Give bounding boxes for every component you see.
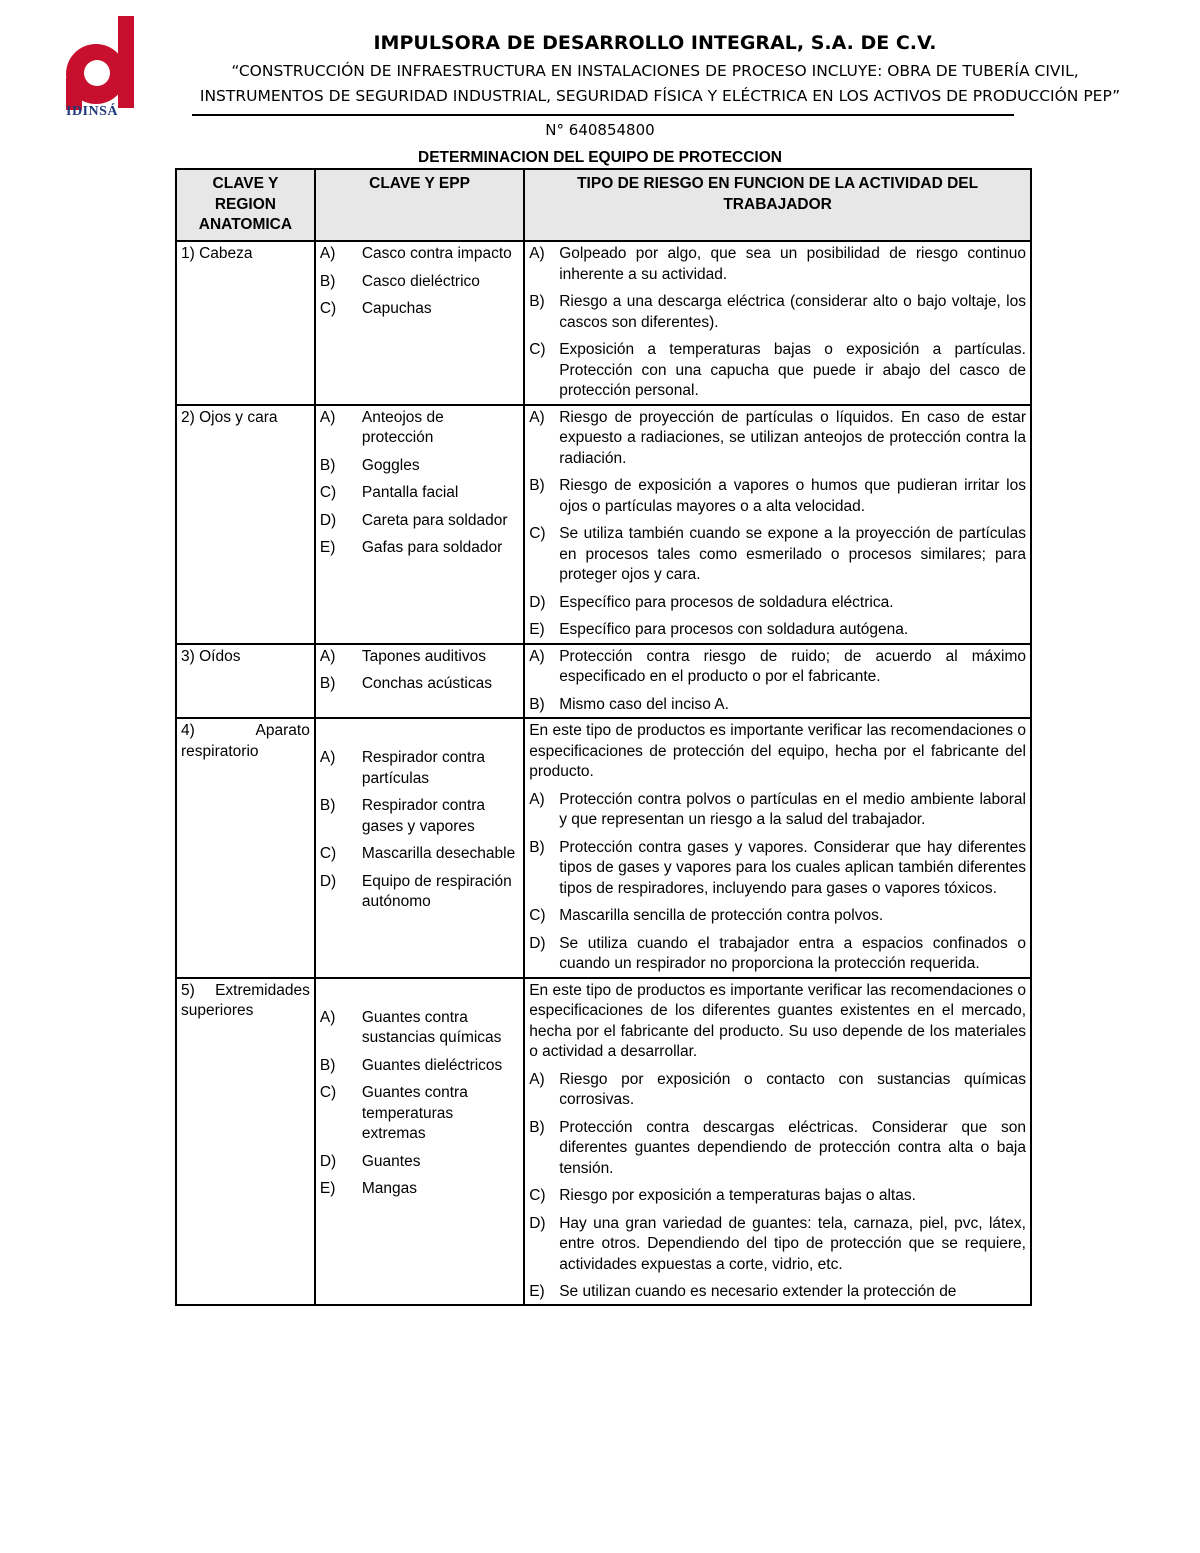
epp-cell <box>315 241 524 405</box>
epp-item: B) Conchas acústicas <box>319 675 492 692</box>
contract-number: N° 640854800 <box>545 121 655 139</box>
epp-item: D) Careta para soldador <box>319 511 508 529</box>
table-header-row <box>176 169 1031 241</box>
epp-item: A) Guantes contra sustancias químicas <box>319 1008 502 1046</box>
epp-item: B) Respirador contra gases y vapores <box>319 797 486 835</box>
header-epp: CLAVE Y EPP <box>315 169 524 241</box>
project-line-1: “CONSTRUCCIÓN DE INFRAESTRUCTURA EN INSTALACIONES DE PROCESO INCLUYE: OBRA DE TUBERÍA CIVIL, <box>231 62 1079 80</box>
logo-wordmark: IDINSÁ <box>66 104 119 119</box>
header-region: CLAVE Y REGION ANATOMICA <box>176 169 315 241</box>
risk-item: D) Específico para procesos de soldadura eléctrica. <box>529 593 894 611</box>
epp-item: B) Casco dieléctrico <box>319 272 480 290</box>
epp-item: C) Pantalla facial <box>319 484 459 501</box>
header-rule <box>192 114 1014 116</box>
risk-intro: En este tipo de productos es importante verificar las recomendaciones o especificaciones de protección del equipo, hecha por el fabricante del producto. <box>529 722 1026 780</box>
risk-item: A) Riesgo de proyección de partículas o líquidos. En caso de estar expuesto a radiaciones, se utilizan anteojos de protección contra la radiación. <box>529 408 1026 467</box>
header-risk: TIPO DE RIESGO EN FUNCION DE LA ACTIVIDAD DEL TRABAJADOR <box>524 169 1031 241</box>
epp-cell <box>315 405 524 644</box>
table-row <box>176 644 1031 719</box>
epp-item: D) Equipo de respiración autónomo <box>319 872 512 910</box>
risk-item: B) Riesgo a una descarga eléctrica (considerar alto o bajo voltaje, los cascos son diferentes). <box>529 293 1026 331</box>
risk-cell <box>524 241 1031 405</box>
table-row <box>176 978 1031 1306</box>
table-row <box>176 405 1031 644</box>
epp-item: E) Mangas <box>319 1180 418 1197</box>
region-cell: 5) Extremidades superiores <box>176 978 315 1306</box>
epp-cell <box>315 978 524 1306</box>
epp-item: C) Mascarilla desechable <box>319 845 516 862</box>
table-row <box>176 718 1031 978</box>
risk-item: A) Golpeado por algo, que sea un posibilidad de riesgo continuo inherente a su actividad. <box>529 245 1026 283</box>
epp-item: D) Guantes <box>319 1152 421 1170</box>
epp-item: B) Goggles <box>319 456 420 474</box>
epp-item: A) Respirador contra partículas <box>319 749 486 787</box>
risk-intro: En este tipo de productos es importante verificar las recomendaciones o especificaciones de los diferentes guantes existentes en el mercado, hecha por el fabricante del producto. Su uso depende de los materiales o actividad a desarrollar. <box>529 981 1026 1060</box>
risk-item: B) Mismo caso del inciso A. <box>529 695 729 713</box>
epp-item: A) Anteojos de protección <box>319 408 444 446</box>
risk-item: D) Se utiliza cuando el trabajador entra a espacios confinados o cuando un respirador no proporciona la protección requerida. <box>529 934 1026 972</box>
risk-item: A) Protección contra polvos o partículas en el medio ambiente laboral y que representan un riesgo a la salud del trabajador. <box>529 790 1026 828</box>
table-row <box>176 241 1031 405</box>
epp-item: A) Casco contra impacto <box>319 245 512 262</box>
risk-item: D) Hay una gran variedad de guantes: tela, carnaza, piel, pvc, látex, entre otros. Dependiendo del tipo de protección que se requiere, actividades expuestas a corte, vidrio, etc. <box>529 1214 1026 1273</box>
risk-cell <box>524 978 1031 1306</box>
epp-item: E) Gafas para soldador <box>319 539 503 556</box>
epp-item: A) Tapones auditivos <box>319 647 486 665</box>
risk-item: A) Riesgo por exposición o contacto con sustancias químicas corrosivas. <box>529 1070 1026 1108</box>
epp-table <box>175 168 1032 1306</box>
risk-item: B) Riesgo de exposición a vapores o humos que pudieran irritar los ojos o partículas mayores o a alta velocidad. <box>529 477 1026 515</box>
region-cell: 1) Cabeza <box>176 241 315 405</box>
region-cell: 4) Aparato respiratorio <box>176 718 315 978</box>
risk-item: C) Riesgo por exposición a temperaturas bajas o altas. <box>529 1187 916 1204</box>
epp-item: C) Guantes contra temperaturas extremas <box>319 1084 468 1142</box>
risk-item: C) Mascarilla sencilla de protección contra polvos. <box>529 907 884 924</box>
epp-item: B) Guantes dieléctricos <box>319 1056 503 1074</box>
company-name: IMPULSORA DE DESARROLLO INTEGRAL, S.A. DE C.V. <box>373 32 937 54</box>
epp-cell <box>315 644 524 719</box>
region-cell: 2) Ojos y cara <box>176 405 315 644</box>
risk-item: B) Protección contra descargas eléctricas. Considerar que son diferentes guantes dependiendo de protección contra alta o baja tensión. <box>529 1118 1026 1177</box>
project-line-2: INSTRUMENTOS DE SEGURIDAD INDUSTRIAL, SEGURIDAD FÍSICA Y ELÉCTRICA EN LOS ACTIVOS DE PRODUCCIÓN PEP” <box>199 87 1121 105</box>
risk-item: A) Protección contra riesgo de ruido; de acuerdo al máximo especificado en el producto o por el fabricante. <box>529 647 1026 685</box>
risk-item: E) Específico para procesos con soldadura autógena. <box>529 621 909 638</box>
epp-item: C) Capuchas <box>319 300 432 317</box>
risk-cell <box>524 405 1031 644</box>
risk-item: C) Se utiliza también cuando se expone a la proyección de partículas en procesos tales como esmerilado o procesos similares; para proteger ojos y cara. <box>529 525 1026 583</box>
risk-cell <box>524 644 1031 719</box>
risk-item: E) Se utilizan cuando es necesario extender la protección de <box>529 1283 957 1300</box>
risk-cell <box>524 718 1031 978</box>
region-cell: 3) Oídos <box>176 644 315 719</box>
document-title: DETERMINACION DEL EQUIPO DE PROTECCION <box>418 149 782 166</box>
risk-item: C) Exposición a temperaturas bajas o exposición a partículas. Protección con una capucha que puede ir abajo del casco de protección personal. <box>529 341 1026 399</box>
risk-item: B) Protección contra gases y vapores. Considerar que hay diferentes tipos de gases y vapores para los cuales aplican también diferentes tipos de respiradores, incluyendo para gases o vapores tóxicos. <box>529 838 1026 897</box>
epp-cell <box>315 718 524 978</box>
